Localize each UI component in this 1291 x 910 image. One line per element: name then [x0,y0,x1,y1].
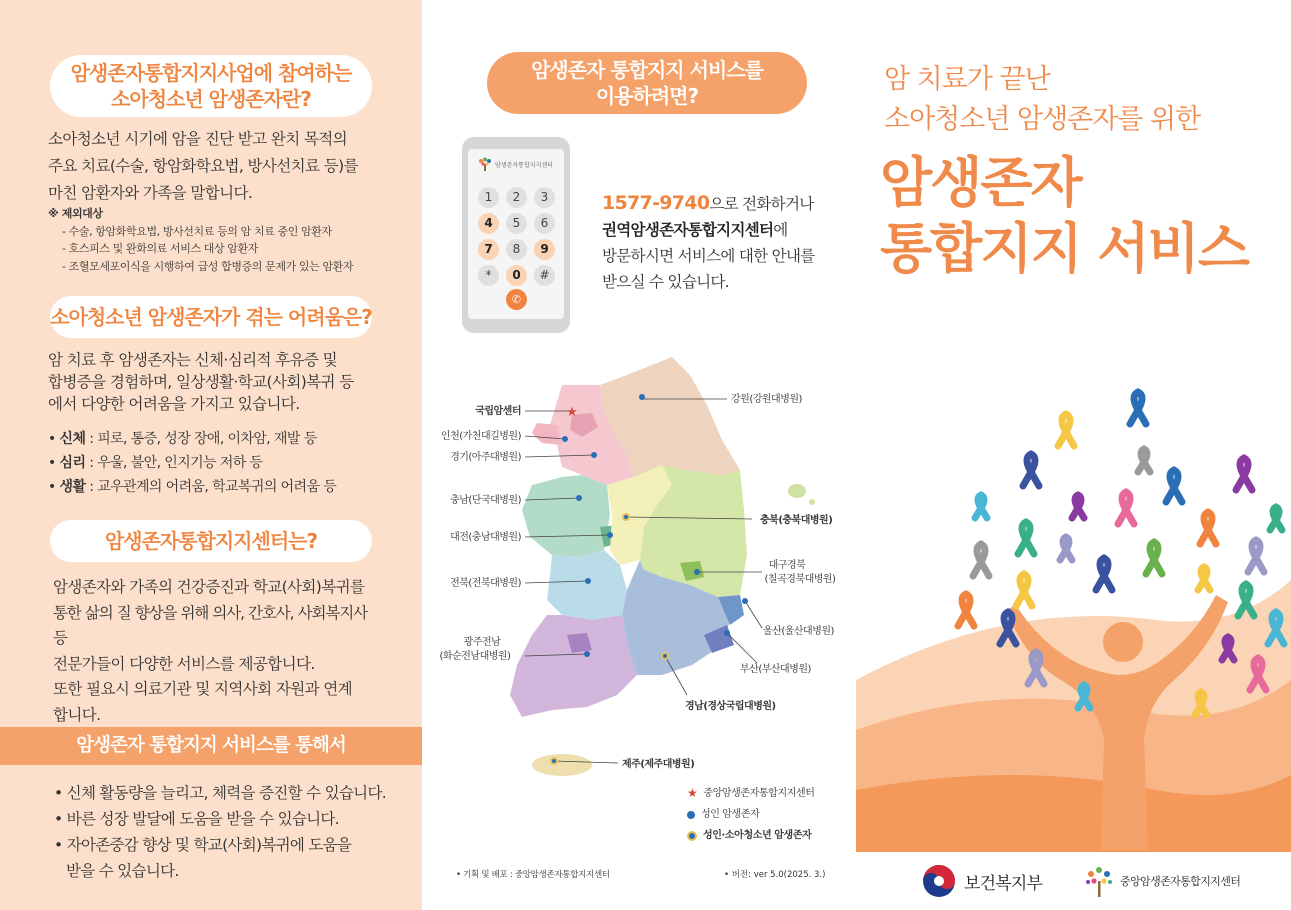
exclusion-heading: ※ 제외대상 [48,207,103,220]
label-gyeonggi: 경기(아주대병원) [450,452,521,463]
ribbon-icon [1016,574,1032,606]
marker-adult [584,651,590,657]
legend-label: 성인 암생존자 [701,809,760,820]
label-incheon: 인천(가천대길병원) [440,431,521,442]
text-line: 소아청소년 시기에 암을 진단 받고 완치 목적의 [48,130,348,148]
label-daegu-line1: 대구경북 [768,560,806,571]
middle-panel [422,0,856,910]
regional-center-name: 권역암생존자통합지지센터 [602,221,774,239]
korea-center-map [422,345,856,815]
text-fragment: 에 [773,221,788,239]
text-line: 합병증을 경험하며, 일상생활·학교(사회)복귀 등 [48,373,354,391]
ribbon-icon [1200,512,1216,544]
key-5: 5 [506,213,527,234]
marker-adult [607,532,613,538]
key-7: 7 [478,239,499,260]
key-star: * [478,265,499,286]
key-1: 1 [478,187,499,208]
label-daejeon: 대전(충남대병원) [450,532,521,543]
leader-line [745,601,762,628]
key-0: 0 [506,265,527,286]
cover-title [880,150,1248,282]
key-9: 9 [534,239,555,260]
exclusion-item: - 수술, 항암화학요법, 방사선치료 등의 암 치료 중인 암환자 [62,224,332,238]
ribbon-icon [958,594,974,626]
subtitle-line: 소아청소년 암생존자를 위한 [884,104,1201,135]
difficulties-list [48,427,388,499]
section-title-participant [50,55,372,117]
text-line: 암 치료 후 암생존자는 신체·심리적 후유증 및 [48,351,338,369]
region-dokdo [809,499,815,505]
marker-adult-child [662,653,668,659]
cover-subtitle [884,60,1200,140]
marker-central-star: ★ [566,405,578,420]
exclusion-list [48,205,388,275]
marker-adult [639,394,645,400]
phone-icon: ✆ [506,289,527,310]
legend-item [687,783,814,804]
key-4: 4 [478,213,499,234]
label-daegu-line2: (칠곡경북대병원) [764,574,836,585]
contact-info [602,190,842,295]
marker-adult-child [623,514,629,520]
exclusion-item: - 조혈모세포이식을 시행하여 급성 합병증의 문제가 있는 암환자 [62,259,354,273]
section-title-line: 이용하려면? [595,84,699,108]
section-title-how-to-use [487,52,807,114]
list-item: 받을 수 있습니다. [66,862,179,880]
center-logo [1082,864,1240,898]
marker-adult [591,452,597,458]
label-gwangju-line1: 광주전남 [463,637,501,648]
ribbon-icon [1118,492,1134,524]
section-title-line: 소아청소년 암생존자란? [111,87,311,111]
key-8: 8 [506,239,527,260]
phone-screen [468,149,564,319]
version-info: • 버전: ver 5.0(2025. 3.) [724,870,826,880]
phone-brand-text: 암생존자통합지지센터 [495,161,553,169]
center-description [53,575,367,728]
text-line [602,190,842,217]
section-title-center: 암생존자통합지지센터는? [50,520,372,562]
text-line: 또한 필요시 의료기관 및 지역사회 자원과 연계 [53,680,353,698]
label-gwangju-line2: (화순전남대병원) [439,651,511,662]
ribbon-icon [1248,540,1264,572]
text-fragment: 으로 전화하거나 [709,195,814,213]
ribbon-icon [1138,449,1150,472]
benefits-band-title: 암생존자 통합지지 서비스를 통해서 [0,727,422,765]
phone-brand [478,157,558,171]
left-panel [0,0,422,910]
tree-logo-icon [1082,864,1116,898]
text-line: 에서 다양한 어려움을 가지고 있습니다. [48,395,300,413]
label-busan: 부산(부산대병원) [740,664,811,675]
ribbon-icon [1058,414,1074,446]
label-gangwon: 강원(강원대병원) [731,394,802,405]
label-jeju: 제주(제주대병원) [622,759,695,770]
label-gyeongnam: 경남(경상국립대병원) [685,701,776,712]
phone-illustration [462,137,570,333]
list-item: • 신체 : 피로, 통증, 성장 장애, 이차암, 재발 등 [48,431,317,447]
marker-adult [576,495,582,501]
ribbon-icon [1195,692,1207,715]
ribbon-icon [1072,495,1084,518]
ribbon-icon [1130,392,1146,424]
ribbon-icon [1166,470,1182,502]
list-item: • 바른 성장 발달에 도움을 받을 수 있습니다. [54,810,339,828]
key-2: 2 [506,187,527,208]
ribbon-icon [973,544,989,576]
section-title-difficulties: 소아청소년 암생존자가 겪는 어려움은? [50,296,372,338]
center-name: 중앙암생존자통합지지센터 [1120,875,1241,888]
label-jeonbuk: 전북(전북대병원) [450,578,521,589]
title-line: 암생존자 [880,151,1081,214]
marker-adult [562,436,568,442]
text-line: 받으실 수 있습니다. [602,273,729,291]
publisher-credit: • 기획 및 배포 : 중앙암생존자통합지지센터 [456,870,610,880]
map-legend [687,783,814,846]
region-jeonbuk [547,550,627,620]
list-item: • 자아존중감 향상 및 학교(사회)복귀에 도움을 [54,836,352,854]
label-national-cancer-center: 국립암센터 [475,406,521,417]
participant-description [48,126,374,207]
text-line: 통한 삶의 질 향상을 위해 의사, 간호사, 사회복지사 등 [53,603,367,647]
list-item: • 신체 활동량을 늘리고, 체력을 증진할 수 있습니다. [54,784,386,802]
key-3: 3 [534,187,555,208]
legend-label: 성인·소아청소년 암생존자 [703,830,812,841]
ribbon-icon [975,495,987,518]
blue-dot-icon [687,811,695,819]
ribbon-icon [1270,507,1282,530]
label-chungnam: 충남(단국대병원) [450,495,521,506]
text-line [602,217,842,243]
key-hash: # [534,265,555,286]
ribbon-icon [1146,542,1162,574]
marker-adult-child [551,758,557,764]
star-icon: ★ [687,786,698,800]
ribbon-tree-illustration [856,380,1291,852]
list-item-text: : 피로, 통증, 성장 장애, 이차암, 재발 등 [85,431,317,447]
tree-logo-icon [478,157,492,171]
footer-logos [856,852,1291,910]
text-line: 주요 치료(수술, 항암화학요법, 방사선치료 등)를 [48,157,358,175]
ribbon-icon [1078,685,1090,708]
figure-head [1103,622,1143,662]
leader-line [727,633,757,663]
legend-item [687,825,814,846]
label-ulsan: 울산(울산대병원) [763,626,834,637]
ministry-name: 보건복지부 [964,873,1043,894]
ribbon-icon [1023,454,1039,486]
exclusion-item: - 호스피스 및 완화의료 서비스 대상 암환자 [62,242,258,255]
ringed-dot-icon [687,831,697,841]
benefits-list [54,780,394,884]
section-title-line: 암생존자 통합지지 서비스를 [531,58,763,82]
list-item: • 심리 : 우울, 불안, 인지기능 저하 등 [48,455,263,471]
marker-adult [742,598,748,604]
phone-number: 1577-9740 [602,192,710,214]
list-item-text: : 우울, 불안, 인지기능 저하 등 [85,455,263,471]
right-panel [856,0,1291,910]
list-item: • 생활 : 교우관계의 어려움, 학교복귀의 어려움 등 [48,479,337,495]
marker-adult [585,578,591,584]
list-item-key: 생활 [59,479,86,495]
text-line: 방문하시면 서비스에 대한 안내를 [602,247,815,265]
label-chungbuk: 충북(충북대병원) [760,515,833,526]
key-6: 6 [534,213,555,234]
region-chungnam [522,475,610,557]
ribbon-icon [1236,458,1252,490]
text-line: 전문가들이 다양한 서비스를 제공합니다. [53,654,315,673]
region-jeonnam [510,615,637,717]
list-item-key: 심리 [59,455,86,471]
ribbon-icon [1060,537,1072,560]
ribbon-icon [1018,522,1034,554]
difficulties-description [48,349,374,415]
ribbon-icon [1222,637,1234,660]
text-line: 암생존자와 가족의 건강증진과 학교(사회)복귀를 [53,578,365,596]
section-title-line: 암생존자통합지지사업에 참여하는 [70,61,352,85]
ribbon-icon [1096,558,1112,590]
list-item-text: : 교우관계의 어려움, 학교복귀의 어려움 등 [85,479,337,495]
marker-adult [724,630,730,636]
marker-adult [694,569,700,575]
legend-label: 중앙암생존자통합지지센터 [703,788,815,799]
taegeuk-icon [922,864,956,898]
region-ulleungdo [788,484,806,498]
text-line: 마친 암환자와 가족을 말합니다. [48,184,253,202]
title-line: 통합지지 서비스 [880,217,1248,280]
region-jeju [532,754,592,776]
ministry-logo [922,864,1042,898]
legend-item [687,804,814,825]
subtitle-line: 암 치료가 끝난 [884,64,1050,95]
ribbon-icon [1198,567,1210,590]
list-item-key: 신체 [59,431,86,447]
text-line: 합니다. [53,705,101,724]
